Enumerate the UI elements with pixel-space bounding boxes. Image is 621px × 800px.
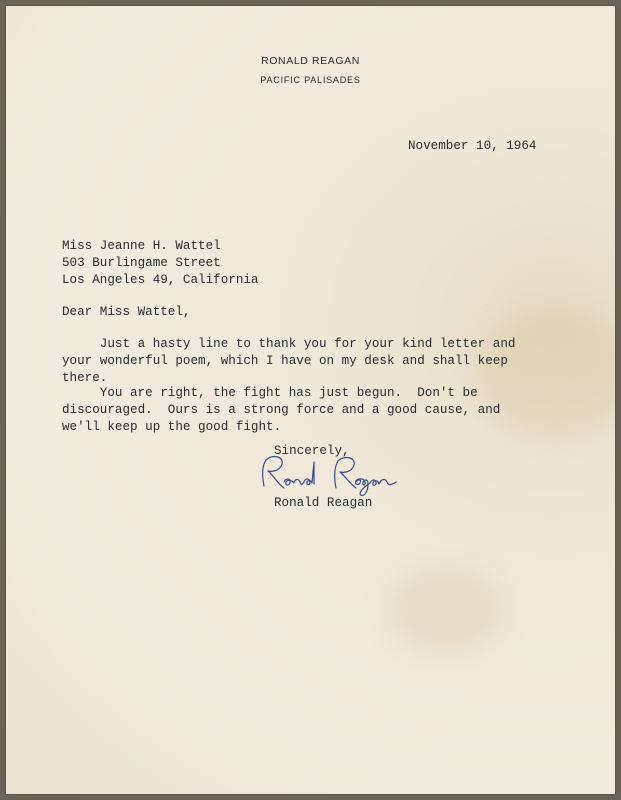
body-line: we'll keep up the good fight. (62, 420, 282, 434)
paper-stain (386, 566, 506, 656)
body-paragraph-2 (62, 385, 500, 436)
typed-signature-name: Ronald Reagan (274, 496, 373, 510)
body-line: your wonderful poem, which I have on my desk and shall keep (62, 354, 508, 368)
closing: Sincerely, (274, 444, 350, 458)
letterhead-place: PACIFIC PALISADES (260, 75, 361, 85)
body-line: discouraged. Ours is a strong force and a good cause, and (62, 403, 501, 417)
body-paragraph-1 (62, 336, 515, 387)
letterhead-name: RONALD REAGAN (261, 55, 360, 67)
salutation: Dear Miss Wattel, (62, 305, 191, 319)
address-line: Miss Jeanne H. Wattel (62, 239, 221, 253)
recipient-address (62, 238, 259, 289)
letter-sheet (6, 6, 615, 794)
body-line: You are right, the fight has just begun. Don't be (62, 386, 478, 400)
body-line: Just a hasty line to thank you for your kind letter and (62, 337, 516, 351)
address-line: 503 Burlingame Street (62, 256, 221, 270)
address-line: Los Angeles 49, California (62, 273, 259, 287)
letter-date: November 10, 1964 (408, 139, 537, 153)
body-line: there. (62, 371, 108, 385)
